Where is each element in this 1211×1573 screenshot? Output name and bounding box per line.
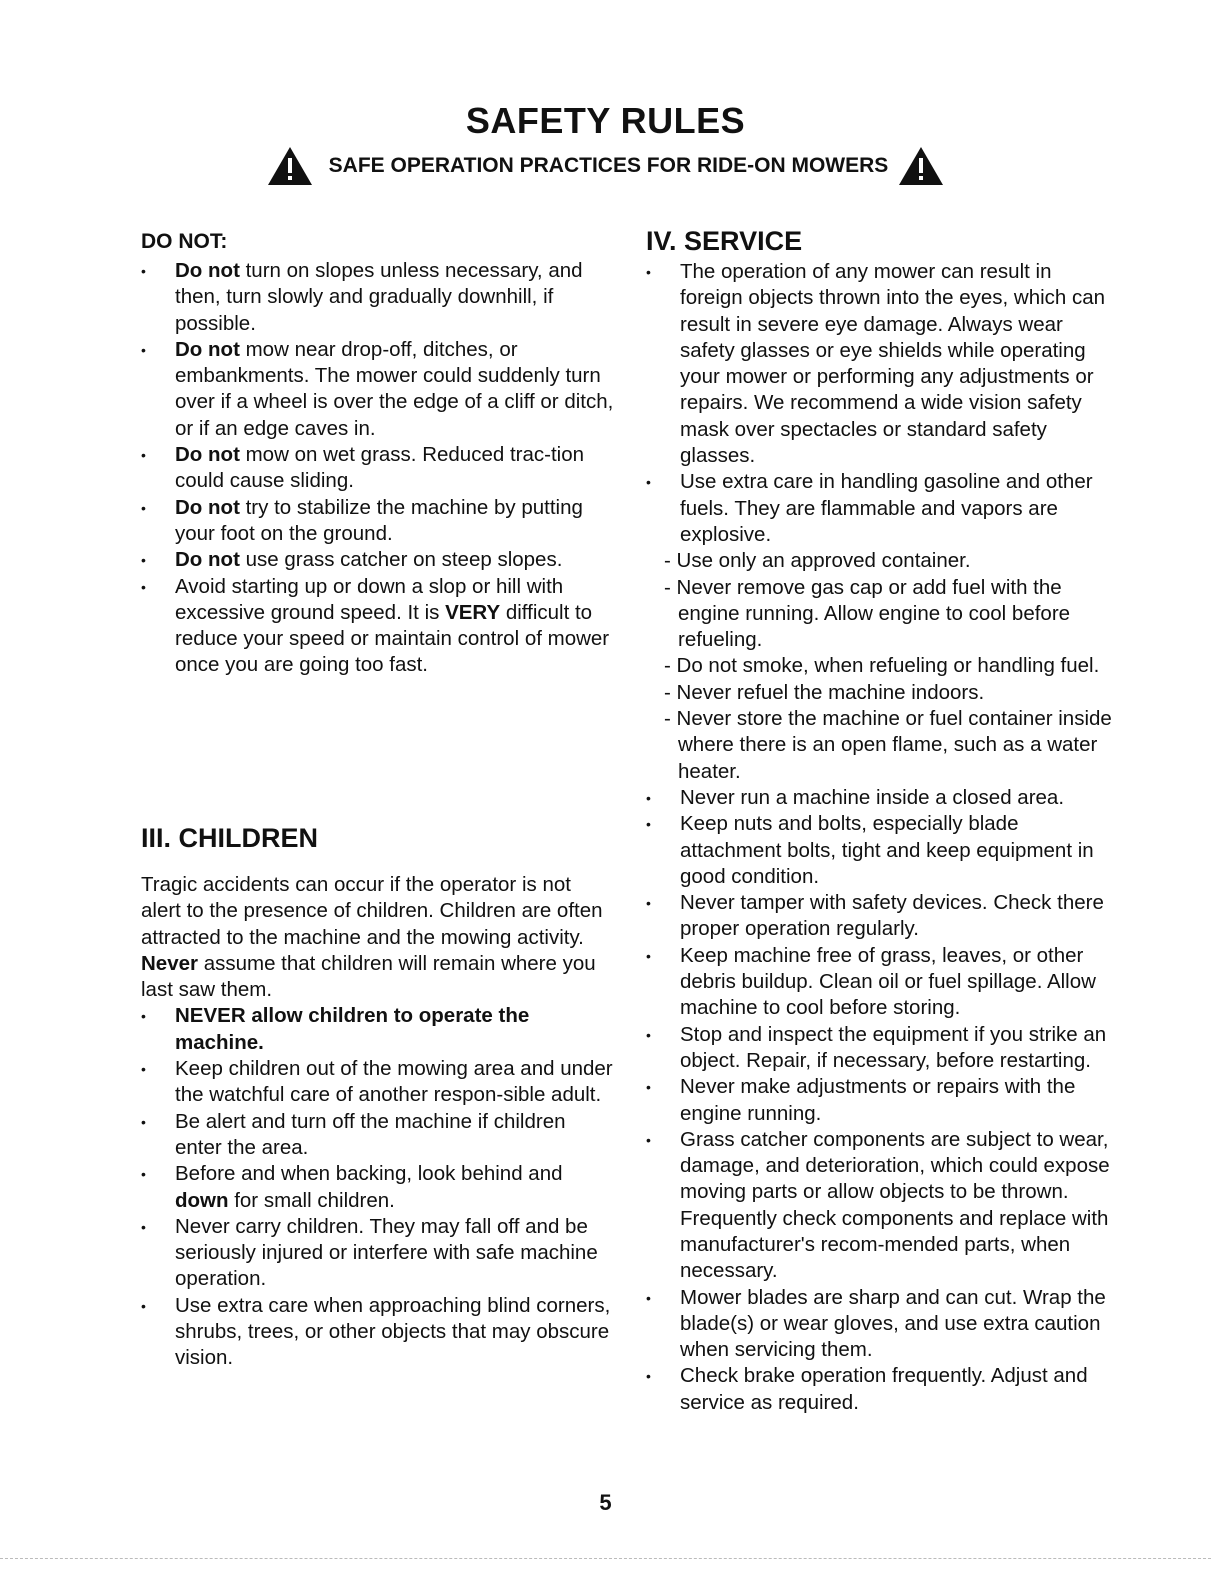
page-number: 5 [599,1490,612,1515]
service-list [646,259,1116,1416]
list-item: • Keep nuts and bolts, especially blade attachment bolts, tight and keep equipment in good condition. [646,811,1116,890]
list-item [141,258,616,337]
children-list [141,1003,616,1371]
page-title: SAFETY RULES [465,100,746,141]
list-item: • Be alert and turn off the machine if children enter the area. [141,1109,616,1162]
list-item-text: try to stabilize the machine by putting your foot on the ground. [175,495,583,545]
children-intro [141,872,616,1003]
warning-triangle-icon [267,146,313,186]
list-item [141,337,616,442]
list-item-text: difficult to reduce your speed or maintain control of mower once you are going too fast. [175,600,610,677]
list-item-text: mow near drop-off, ditches, or embankments. The mower could suddenly turn over if a wheel is over the edge of a cliff or ditch, or if an edge caves in. [175,337,614,440]
sub-item: - Never store the machine or fuel container inside where there is an open flame, such as a water heater. [664,707,1112,783]
list-item: • Mower blades are sharp and can cut. Wrap the blade(s) or wear gloves, and use extra caution when servicing them. [646,1285,1116,1364]
emphasis: VERY [445,600,501,624]
list-item-text: Avoid starting up or down a slop or hill with excessive ground speed. It is [175,574,564,624]
children-section [141,822,616,1372]
list-item: • Stop and inspect the equipment if you strike an object. Repair, if necessary, before restarting. [646,1022,1116,1075]
list-item: • Grass catcher components are subject to wear, damage, and deterioration, which could expose moving parts or allow objects to be thrown. Frequently check components and replace with manufacturer's recom-mended parts, when necessary. [646,1127,1116,1285]
bottom-divider [0,1558,1211,1559]
paragraph-text: assume that children will remain where you last saw them. [141,951,596,1002]
list-item: • Keep machine free of grass, leaves, or other debris buildup. Clean oil or fuel spillage. Allow machine to cool before storing. [646,943,1116,1022]
subtitle-row [0,146,1211,186]
paragraph-text: Tragic accidents can occur if the operator is not alert to the presence of children. Children are often attracted to the machine and the mowing activity. [141,873,603,949]
list-item [141,495,616,548]
list-item: • Use extra care when approaching blind corners, shrubs, trees, or other objects that may obscure vision. [141,1293,616,1372]
list-item: • Never tamper with safety devices. Check there proper operation regularly. [646,890,1116,943]
list-item: • Never run a machine inside a closed area. [646,785,1116,811]
emphasis: Do not [175,337,240,361]
list-item-text: mow on wet grass. Reduced trac-tion could cause sliding. [175,443,585,493]
list-item-text: use grass catcher on steep slopes. [239,548,563,572]
sub-item: - Use only an approved container. [664,549,971,573]
warning-triangle-icon [898,146,944,186]
list-item: • Never carry children. They may fall off and be seriously injured or interfere with safe machine operation. [141,1214,616,1293]
list-item-text: Use extra care in handling gasoline and other fuels. They are flammable and vapors are explosive. [680,470,1093,546]
sub-item: - Never refuel the machine indoors. [664,680,985,704]
list-item: • Keep children out of the mowing area and under the watchful care of another respon-sible adult. [141,1056,616,1109]
list-item: • The operation of any mower can result in foreign objects thrown into the eyes, which can result in severe eye damage. Always wear safety glasses or eye shields while operating your mower or performing any adjustments or repairs. We recommend a wide vision safety mask over spectacles or standard safety glasses. [646,259,1116,469]
page-subtitle: SAFE OPERATION PRACTICES FOR RIDE-ON MOWERS [328,154,889,177]
list-item [646,469,1116,785]
service-section [646,225,1116,1416]
emphasis: down [175,1188,229,1212]
do-not-heading: DO NOT: [141,230,228,253]
sub-item: - Do not smoke, when refueling or handling fuel. [664,654,1100,678]
service-heading: IV. SERVICE [646,226,803,256]
do-not-section [141,229,616,679]
list-item: • Check brake operation frequently. Adjust and service as required. [646,1363,1116,1416]
list-item-text: turn on slopes unless necessary, and then, turn slowly and gradually downhill, if possible. [175,259,583,335]
emphasis: Never [141,951,198,975]
emphasis: Do not [175,548,240,572]
list-item [141,1003,616,1056]
list-item-text: Before and when backing, look behind and [175,1162,563,1186]
emphasis: Do not [175,259,240,282]
emphasis: Do not [175,443,240,467]
list-item [141,1161,616,1214]
list-item [141,574,616,679]
emphasis: Do not [175,495,240,519]
do-not-list [141,258,616,679]
children-heading: III. CHILDREN [141,823,319,853]
list-item: • Never make adjustments or repairs with the engine running. [646,1074,1116,1127]
sub-item: - Never remove gas cap or add fuel with the engine running. Allow engine to cool before refueling. [664,575,1071,652]
list-item [141,442,616,495]
list-item [141,547,616,573]
emphasis: NEVER allow children to operate the machine. [175,1004,530,1054]
list-item-text: for small children. [228,1188,395,1212]
